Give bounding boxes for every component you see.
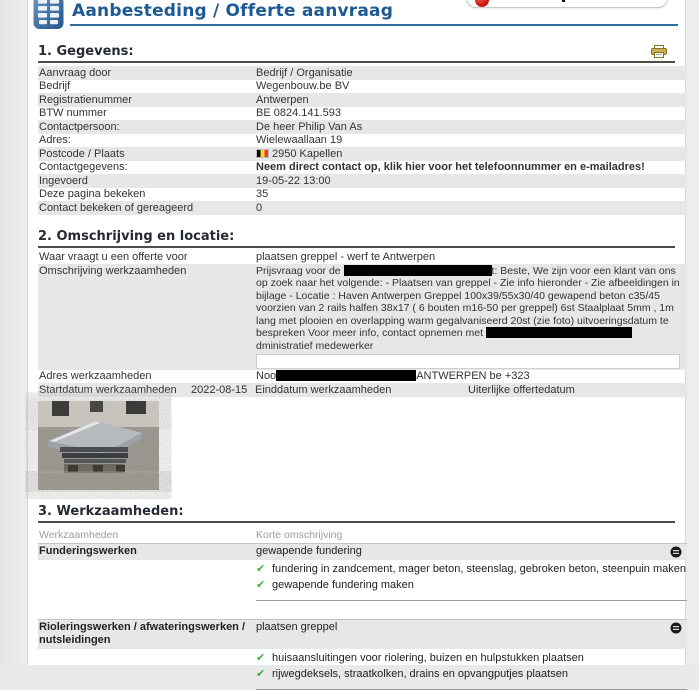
group-short-description: gewapende fundering [256, 545, 362, 557]
checkmark-icon: ✔ [256, 561, 266, 575]
building-list-icon [33, 0, 64, 30]
row-label: Waar vraagt u een offerte voor [39, 251, 188, 263]
redaction-box [344, 265, 492, 276]
row-label: Omschrijving werkzaamheden [39, 264, 187, 277]
check-item-text: gewapende fundering maken [272, 579, 414, 591]
row-label: Contactpersoon: [39, 120, 120, 133]
offerte-row [38, 251, 687, 265]
alert-red-icon [475, 0, 489, 7]
row-value: Wielewaallaan 19 [256, 134, 343, 146]
checkmark-icon: ✔ [256, 667, 266, 680]
check-item-text: rijwegdeksels, straatkolken, drains en opvangputjes plaatsen [272, 668, 568, 680]
check-item [256, 668, 687, 681]
check-item [256, 563, 687, 576]
werk-description [256, 265, 687, 370]
search-box-cutoff[interactable] [466, 0, 668, 8]
row-label: Adres werkzaamheden [39, 370, 152, 382]
table-row [38, 174, 687, 188]
row-value: De heer Philip Van As [256, 120, 363, 133]
description-text: dministratief medewerker [256, 339, 374, 352]
redaction-box [486, 327, 632, 338]
check-item-list [256, 652, 687, 690]
table-row [38, 134, 687, 148]
check-item-text: fundering in zandcement, mager beton, steenslag, gebroken beton, steenpuin maken [272, 562, 686, 575]
steel-plates-photo[interactable] [38, 401, 159, 490]
check-item-text: huisaansluitingen voor riolering, buizen en hulpstukken plaatsen [272, 651, 584, 664]
offerte-value: plaatsen greppel - werf te Antwerpen [256, 251, 436, 263]
checkmark-icon: ✔ [256, 650, 266, 664]
datum-row [38, 383, 687, 397]
row-value: 35 [256, 188, 269, 200]
check-item [256, 579, 687, 592]
row-label: Bedrijf [39, 80, 71, 92]
werkzaamheden-column-headers [38, 526, 687, 543]
row-value: Bedrijf / Organisatie [256, 66, 353, 79]
table-row [38, 147, 687, 161]
section3-heading [38, 504, 675, 523]
startdatum-value: 2022-08-15 [191, 383, 248, 396]
table-row [38, 93, 687, 107]
table-row [38, 80, 687, 94]
column-header-werkzaamheden: Werkzaamheden [39, 528, 119, 541]
werk-group-row [38, 619, 687, 649]
spacer [28, 601, 685, 619]
section3-heading-label: 3. Werkzaamheden: [38, 503, 184, 519]
gegevens-table [38, 66, 687, 215]
collapse-list-icon[interactable] [670, 622, 682, 634]
page-title: Aanbesteding / Offerte aanvraag [72, 1, 394, 21]
adres-text: Noo [256, 370, 277, 382]
check-item [256, 652, 687, 665]
check-item-list [256, 563, 687, 601]
section1-heading-label: 1. Gegevens: [38, 44, 134, 59]
startdatum-label: Startdatum werkzaamheden [39, 383, 177, 396]
redaction-box [276, 370, 416, 381]
row-value: 0 [256, 201, 263, 214]
page-header [28, 0, 685, 30]
offertedatum-label: Uiterlijke offertedatum [468, 383, 575, 396]
row-label: Contact bekeken of gereageerd [39, 201, 194, 214]
checkmark-icon: ✔ [256, 578, 266, 591]
table-row [38, 188, 687, 202]
row-value: BE 0824.141.593 [256, 107, 342, 119]
row-label: Adres: [39, 134, 71, 146]
print-icon[interactable] [651, 45, 667, 58]
row-label: BTW nummer [39, 107, 107, 119]
row-label: Aanvraag door [39, 66, 112, 79]
section2-heading-label: 2. Omschrijving en locatie: [38, 228, 235, 244]
row-label: Postcode / Plaats [39, 147, 125, 160]
table-row [38, 201, 687, 215]
empty-text-input[interactable] [256, 354, 680, 369]
contact-link-text[interactable]: Neem direct contact op, klik hier voor het telefoonnummer en e-mailadres! [256, 161, 645, 173]
table-row [38, 66, 687, 80]
text-cursor [562, 0, 565, 2]
einddatum-label: Einddatum werkzaamheden [255, 383, 392, 396]
table-row [38, 161, 687, 175]
omschrijving-row [38, 264, 687, 370]
postcode-text: 2950 Kapellen [272, 147, 343, 160]
group-name: Funderingswerken [39, 545, 137, 557]
section1-heading [38, 44, 675, 63]
row-value: Antwerpen [256, 93, 309, 106]
collapse-list-icon[interactable] [670, 546, 682, 558]
adres-text: ANTWERPEN be +323 [416, 370, 530, 382]
row-value-postcode [256, 148, 687, 161]
omschrijving-table [38, 251, 687, 397]
title-underline [70, 24, 678, 26]
table-row [38, 107, 687, 121]
description-text: Prijsvraag voor de [256, 264, 344, 277]
row-label: Registratienummer [39, 93, 132, 106]
row-value: Wegenbouw.be BV [256, 80, 350, 92]
group-name: Rioleringswerken / afwateringswerken / nutsleidingen [39, 621, 246, 646]
row-label: Ingevoerd [39, 174, 88, 187]
row-label: Deze pagina bekeken [39, 188, 146, 200]
table-row [38, 120, 687, 134]
row-value: 19-05-22 13:00 [256, 174, 331, 187]
group-short-description: plaatsen greppel [256, 621, 338, 633]
belgium-flag-icon [256, 149, 269, 158]
column-header-korte-omschrijving: Korte omschrijving [256, 528, 343, 541]
section2-heading [38, 229, 675, 248]
adres-werk-row [38, 370, 687, 384]
adres-werk-value [256, 370, 687, 383]
description-text: t: Beste, We zijn voor een klant van ons op zoek naar het volgende: - Plaatsen van greppel - Zie info hieronder - Zie afbeeldingen in bijlage - Locatie : Haven Antwerpen Greppel 100x39/55x30/40 gewapend beton c35/45 voorzien van 2 rails halfen 38x17 ( 6 bouten m16-50 per greppel) 6st Staalplaat 5mm , 1m lang met plooien en overlapping warm gegalvaniseerd 20st (zie foto) uitvoeringsdatum te bespreken Voor meer info, contact opnemen met [256, 264, 680, 339]
content-panel [27, 0, 686, 680]
werk-group-row [38, 543, 687, 560]
row-label: Contactgegevens: [39, 161, 128, 173]
